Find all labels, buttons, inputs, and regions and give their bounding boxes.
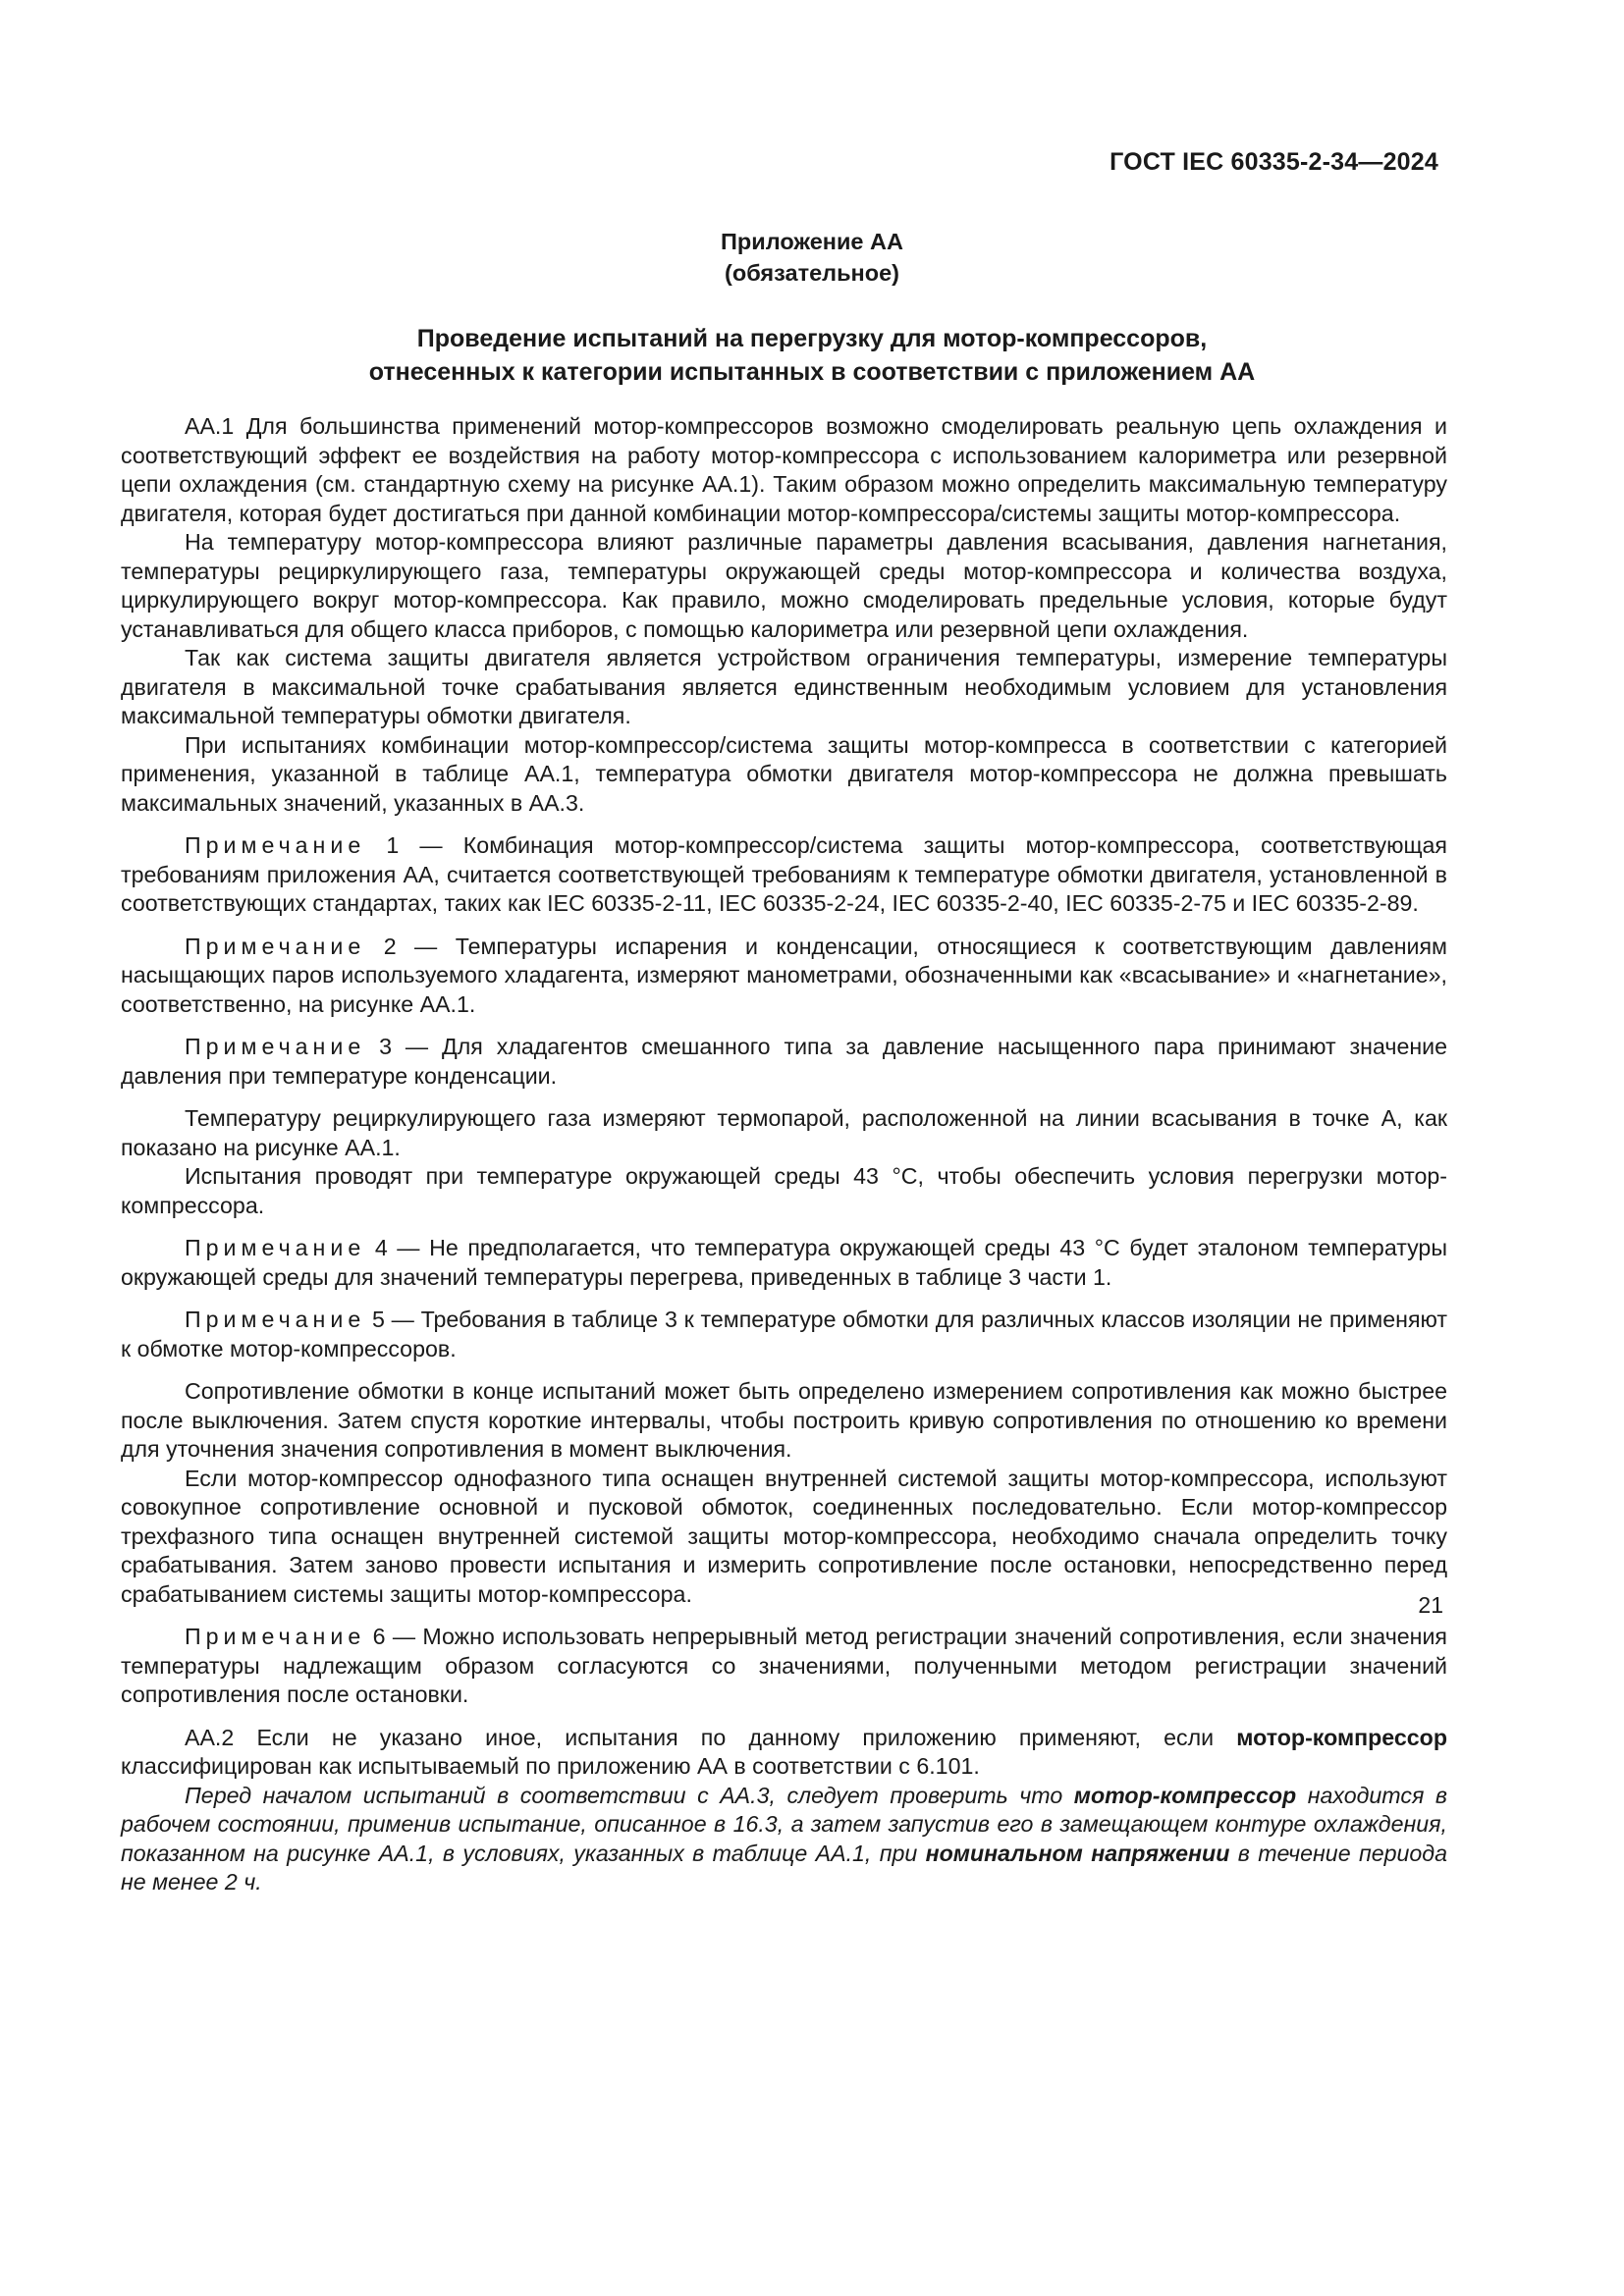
note-text: 4 — Не предполагается, что температура окружающей среды 43 °С будет эталоном температуры окружающей среды для значений температуры перегрева, приведенных в таблице 3 части 1. <box>121 1235 1447 1290</box>
note-4 <box>121 1234 1447 1292</box>
term-bold: мотор-компрессор <box>1236 1724 1447 1750</box>
note-1 <box>121 831 1447 919</box>
document-code: ГОСТ IEC 60335-2-34—2024 <box>1110 148 1438 176</box>
term-bold: мотор-компрессор <box>1073 1782 1297 1808</box>
page-number: 21 <box>1418 1592 1443 1618</box>
paragraph-aa1: АА.1 Для большинства применений мотор-компрессоров возможно смоделировать реальную цепь охлаждения и соответствующий эффект ее воздействия на работу мотор-компрессора с использованием калориметра или резервной цепи охлаждения (см. стандартную схему на рисунке АА.1). Таким образом можно определить максимальную температуру двигателя, которая будет достигаться при данной комбинации мотор-компрессора/системы защиты мотор-компрессора. <box>121 413 1447 526</box>
paragraph: Испытания проводят при температуре окружающей среды 43 °С, чтобы обеспечить условия перегрузки мотор-компрессора. <box>121 1163 1447 1218</box>
main-content <box>121 412 1447 1897</box>
note-label: Примечание <box>185 933 366 959</box>
note-label: Примечание <box>185 832 366 858</box>
note-label: Примечание <box>185 1307 366 1332</box>
term-bold: номинальном напряжении <box>925 1840 1230 1866</box>
annex-heading-line2: отнесенных к категории испытанных в соответствии с приложением АА <box>368 358 1256 386</box>
paragraph: Температуру рециркулирующего газа измеряют термопарой, расположенной на линии всасывания в точке А, как показано на рисунке АА.1. <box>121 1105 1447 1160</box>
note-text: 2 — Температуры испарения и конденсации, относящиеся к соответствующим давлениям насыщающих паров используемого хладагента, измеряют манометрами, обозначенными как «всасывание» и «нагнетание», соответственно, на рисунке АА.1. <box>121 933 1447 1017</box>
note-label: Примечание <box>185 1235 366 1260</box>
paragraph: На температуру мотор-компрессора влияют различные параметры давления всасывания, давления нагнетания, температуры рециркулирующего газа, температуры окружающей среды мотор-компрессора и количества воздуха, циркулирующего вокруг мотор-компрессора. Как правило, можно смоделировать предельные условия, которые будут устанавливаться для общего класса приборов, с помощью калориметра или резервной цепи охлаждения. <box>121 529 1447 642</box>
note-label: Примечание <box>185 1034 366 1059</box>
paragraph: Сопротивление обмотки в конце испытаний может быть определено измерением сопротивления как можно быстрее после выключения. Затем спустя короткие интервалы, чтобы построить кривую сопротивления по отношению ко времени для уточнения значения сопротивления в момент выключения. <box>121 1378 1447 1462</box>
note-label: Примечание <box>185 1624 366 1649</box>
annex-heading-line1: Проведение испытаний на перегрузку для мотор-компрессоров, <box>416 325 1208 352</box>
text-run: находится в рабочем состоянии, применив испытание, описанное в 16.3, а затем запустив его в замещающем контуре охлаждения, показанном на рисунке АА.1, в условиях, указанных в таблице АА.1, при <box>121 1782 1447 1866</box>
note-3 <box>121 1033 1447 1091</box>
paragraph: Если мотор-компрессор однофазного типа оснащен внутренней системой защиты мотор-компрессора, используют совокупное сопротивление основной и пусковой обмоток, соединенных последовательно. Если мотор-компрессор трехфазного типа оснащен внутренней системой защиты мотор-компрессора, необходимо сначала определить точку срабатывания. Затем заново провести испытания и измерить сопротивление после остановки, непосредственно перед срабатыванием системы защиты мотор-компрессора. <box>121 1465 1447 1607</box>
note-6 <box>121 1623 1447 1710</box>
annex-heading <box>0 322 1624 389</box>
note-text: 1 — Комбинация мотор-компрессор/система защиты мотор-компрессора, соответствующая требованиям приложения АА, считается соответствующей требованиям к температуре обмотки двигателя, установленной в соответствующих стандартах, таких как IEC 60335-2-11, IEC 60335-2-24, IEC 60335-2-40, IEC 60335-2-75 и IEC 60335-2-89. <box>121 832 1447 916</box>
paragraph-italic <box>121 1782 1447 1897</box>
annex-title: Приложение АА <box>721 229 903 254</box>
text-run: Перед началом испытаний в соответствии с АА.3, следует проверить что <box>185 1782 1074 1808</box>
text-run: АА.2 Если не указано иное, испытания по данному приложению применяют, если <box>185 1724 1237 1750</box>
annex-status: (обязательное) <box>725 260 899 286</box>
text-run: классифицирован как испытываемый по приложению АА в соответствии с 6.101. <box>121 1753 980 1779</box>
paragraph-aa2 <box>121 1724 1447 1782</box>
paragraph: Так как система защиты двигателя является устройством ограничения температуры, измерение температуры двигателя в максимальной точке срабатывания является единственным необходимым условием для установления максимальной температуры обмотки двигателя. <box>121 645 1447 728</box>
note-text: 3 — Для хладагентов смешанного типа за давление насыщенного пара принимают значение давления при температуре конденсации. <box>121 1034 1447 1089</box>
note-text: 5 — Требования в таблице 3 к температуре обмотки для различных классов изоляции не применяют к обмотке мотор-компрессоров. <box>121 1307 1447 1362</box>
annex-title-block <box>0 226 1624 289</box>
paragraph: При испытаниях комбинации мотор-компрессор/система защиты мотор-компресса в соответствии с категорией применения, указанной в таблице АА.1, температура обмотки двигателя мотор-компрессора не должна превышать максимальных значений, указанных в АА.3. <box>121 731 1447 816</box>
note-2 <box>121 933 1447 1020</box>
note-5 <box>121 1306 1447 1363</box>
note-text: 6 — Можно использовать непрерывный метод регистрации значений сопротивления, если значения температуры надлежащим образом согласуются со значениями, полученными методом регистрации значений сопротивления после остановки. <box>121 1624 1447 1707</box>
text-run: в течение периода не менее 2 ч. <box>121 1840 1448 1895</box>
